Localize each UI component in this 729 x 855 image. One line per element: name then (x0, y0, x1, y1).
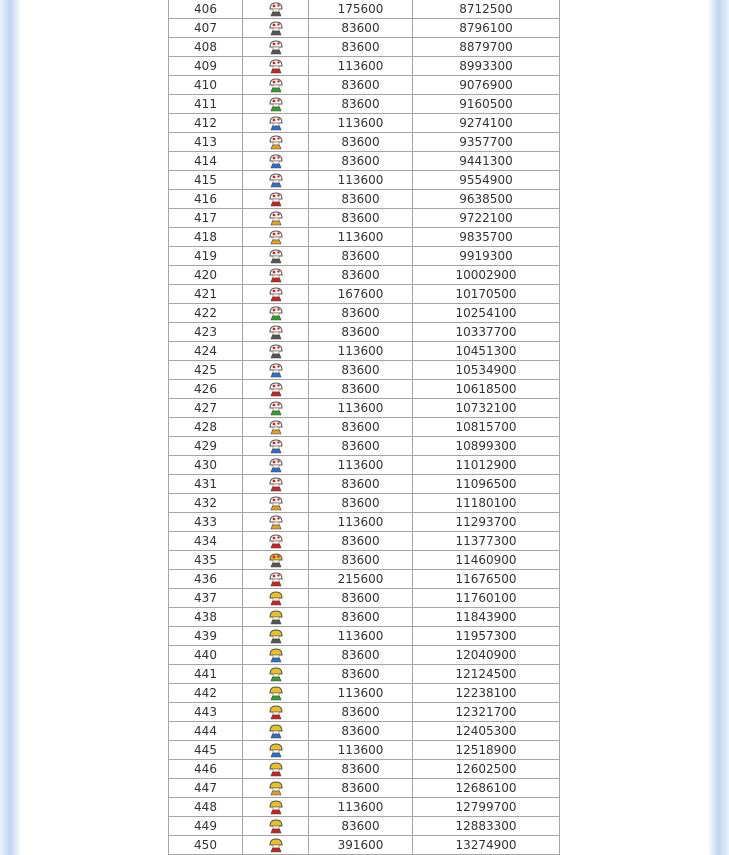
exp-cell: 83600 (309, 608, 413, 627)
icon-cell (243, 608, 309, 627)
exp-cell: 83600 (309, 380, 413, 399)
exp-cell: 83600 (309, 475, 413, 494)
icon-cell (243, 456, 309, 475)
level-cell: 431 (169, 475, 243, 494)
mushroom-icon (268, 571, 284, 587)
mushroom-icon (268, 210, 284, 226)
level-cell: 437 (169, 589, 243, 608)
exp-cell: 83600 (309, 133, 413, 152)
level-cell: 408 (169, 38, 243, 57)
total-exp-cell: 13274900 (413, 836, 560, 855)
level-cell: 413 (169, 133, 243, 152)
mushroom-icon (268, 267, 284, 283)
mushroom-icon (268, 248, 284, 264)
level-cell: 449 (169, 817, 243, 836)
mushroom-icon (268, 229, 284, 245)
table-row (169, 76, 560, 95)
mushroom-icon (268, 818, 284, 834)
mushroom-icon (268, 476, 284, 492)
exp-cell: 83600 (309, 779, 413, 798)
total-exp-cell: 9357700 (413, 133, 560, 152)
exp-cell: 83600 (309, 95, 413, 114)
exp-cell: 83600 (309, 247, 413, 266)
mushroom-icon (268, 514, 284, 530)
table-row (169, 589, 560, 608)
total-exp-cell: 10170500 (413, 285, 560, 304)
level-cell: 424 (169, 342, 243, 361)
exp-cell: 83600 (309, 152, 413, 171)
mushroom-icon (268, 153, 284, 169)
total-exp-cell: 11760100 (413, 589, 560, 608)
level-cell: 423 (169, 323, 243, 342)
total-exp-cell: 10815700 (413, 418, 560, 437)
icon-cell (243, 380, 309, 399)
table-row (169, 209, 560, 228)
content-area (20, 0, 709, 855)
total-exp-cell: 12124500 (413, 665, 560, 684)
table-row (169, 323, 560, 342)
exp-cell: 83600 (309, 323, 413, 342)
mushroom-icon (268, 552, 284, 568)
mushroom-icon (268, 77, 284, 93)
exp-cell: 83600 (309, 817, 413, 836)
total-exp-cell: 11460900 (413, 551, 560, 570)
table-row (169, 703, 560, 722)
table-row (169, 570, 560, 589)
level-cell: 427 (169, 399, 243, 418)
level-cell: 434 (169, 532, 243, 551)
table-row (169, 475, 560, 494)
level-cell: 409 (169, 57, 243, 76)
total-exp-cell: 9722100 (413, 209, 560, 228)
table-row (169, 304, 560, 323)
left-border-frame (0, 0, 20, 855)
icon-cell (243, 228, 309, 247)
icon-cell (243, 323, 309, 342)
level-cell: 426 (169, 380, 243, 399)
exp-cell: 83600 (309, 722, 413, 741)
level-cell: 421 (169, 285, 243, 304)
total-exp-cell: 12686100 (413, 779, 560, 798)
level-cell: 417 (169, 209, 243, 228)
icon-cell (243, 570, 309, 589)
mushroom-icon (268, 495, 284, 511)
icon-cell (243, 190, 309, 209)
total-exp-cell: 9076900 (413, 76, 560, 95)
mushroom-icon (268, 457, 284, 473)
total-exp-cell: 10254100 (413, 304, 560, 323)
level-cell: 432 (169, 494, 243, 513)
exp-cell: 83600 (309, 494, 413, 513)
level-cell: 447 (169, 779, 243, 798)
table-row (169, 0, 560, 19)
icon-cell (243, 19, 309, 38)
table-row (169, 836, 560, 855)
mushroom-icon (268, 628, 284, 644)
table-row (169, 114, 560, 133)
mushroom-icon (268, 533, 284, 549)
icon-cell (243, 114, 309, 133)
exp-cell: 113600 (309, 513, 413, 532)
table-row (169, 152, 560, 171)
level-table-body (169, 0, 560, 855)
exp-cell: 215600 (309, 570, 413, 589)
icon-cell (243, 665, 309, 684)
exp-cell: 83600 (309, 38, 413, 57)
total-exp-cell: 8796100 (413, 19, 560, 38)
total-exp-cell: 12799700 (413, 798, 560, 817)
total-exp-cell: 11293700 (413, 513, 560, 532)
level-cell: 439 (169, 627, 243, 646)
icon-cell (243, 418, 309, 437)
mushroom-icon (268, 590, 284, 606)
table-row (169, 779, 560, 798)
exp-cell: 113600 (309, 399, 413, 418)
level-cell: 406 (169, 0, 243, 19)
total-exp-cell: 10618500 (413, 380, 560, 399)
exp-cell: 83600 (309, 532, 413, 551)
icon-cell (243, 475, 309, 494)
icon-cell (243, 779, 309, 798)
icon-cell (243, 76, 309, 95)
total-exp-cell: 10534900 (413, 361, 560, 380)
total-exp-cell: 10451300 (413, 342, 560, 361)
level-cell: 425 (169, 361, 243, 380)
total-exp-cell: 12602500 (413, 760, 560, 779)
mushroom-icon (268, 172, 284, 188)
table-row (169, 171, 560, 190)
table-row (169, 817, 560, 836)
level-cell: 440 (169, 646, 243, 665)
mushroom-icon (268, 191, 284, 207)
table-row (169, 399, 560, 418)
table-row (169, 418, 560, 437)
mushroom-icon (268, 20, 284, 36)
table-row (169, 646, 560, 665)
level-cell: 410 (169, 76, 243, 95)
total-exp-cell: 9274100 (413, 114, 560, 133)
total-exp-cell: 11676500 (413, 570, 560, 589)
icon-cell (243, 494, 309, 513)
level-cell: 416 (169, 190, 243, 209)
table-row (169, 513, 560, 532)
exp-cell: 83600 (309, 190, 413, 209)
table-row (169, 228, 560, 247)
mushroom-icon (268, 799, 284, 815)
exp-cell: 113600 (309, 684, 413, 703)
total-exp-cell: 11012900 (413, 456, 560, 475)
level-cell: 441 (169, 665, 243, 684)
table-row (169, 38, 560, 57)
level-cell: 436 (169, 570, 243, 589)
icon-cell (243, 38, 309, 57)
icon-cell (243, 247, 309, 266)
level-cell: 411 (169, 95, 243, 114)
level-cell: 422 (169, 304, 243, 323)
level-cell: 430 (169, 456, 243, 475)
icon-cell (243, 285, 309, 304)
right-border-frame (709, 0, 729, 855)
table-row (169, 57, 560, 76)
mushroom-icon (268, 742, 284, 758)
table-row (169, 532, 560, 551)
icon-cell (243, 152, 309, 171)
icon-cell (243, 266, 309, 285)
level-cell: 445 (169, 741, 243, 760)
icon-cell (243, 361, 309, 380)
level-cell: 433 (169, 513, 243, 532)
icon-cell (243, 703, 309, 722)
total-exp-cell: 10337700 (413, 323, 560, 342)
exp-cell: 83600 (309, 76, 413, 95)
total-exp-cell: 12518900 (413, 741, 560, 760)
table-row (169, 380, 560, 399)
icon-cell (243, 57, 309, 76)
icon-cell (243, 209, 309, 228)
level-cell: 419 (169, 247, 243, 266)
exp-cell: 113600 (309, 741, 413, 760)
icon-cell (243, 722, 309, 741)
total-exp-cell: 9638500 (413, 190, 560, 209)
exp-cell: 83600 (309, 19, 413, 38)
total-exp-cell: 9919300 (413, 247, 560, 266)
mushroom-icon (268, 96, 284, 112)
total-exp-cell: 8712500 (413, 0, 560, 19)
icon-cell (243, 817, 309, 836)
icon-cell (243, 437, 309, 456)
icon-cell (243, 627, 309, 646)
mushroom-icon (268, 837, 284, 853)
table-row (169, 684, 560, 703)
level-cell: 450 (169, 836, 243, 855)
mushroom-icon (268, 286, 284, 302)
total-exp-cell: 12883300 (413, 817, 560, 836)
exp-cell: 175600 (309, 0, 413, 19)
mushroom-icon (268, 685, 284, 701)
icon-cell (243, 0, 309, 19)
level-cell: 407 (169, 19, 243, 38)
table-row (169, 342, 560, 361)
level-cell: 415 (169, 171, 243, 190)
mushroom-icon (268, 305, 284, 321)
exp-cell: 391600 (309, 836, 413, 855)
exp-cell: 83600 (309, 703, 413, 722)
icon-cell (243, 646, 309, 665)
mushroom-icon (268, 438, 284, 454)
level-cell: 438 (169, 608, 243, 627)
exp-cell: 83600 (309, 361, 413, 380)
exp-cell: 83600 (309, 760, 413, 779)
exp-cell: 83600 (309, 418, 413, 437)
total-exp-cell: 12405300 (413, 722, 560, 741)
level-cell: 435 (169, 551, 243, 570)
total-exp-cell: 8993300 (413, 57, 560, 76)
mushroom-icon (268, 343, 284, 359)
mushroom-icon (268, 1, 284, 17)
exp-cell: 113600 (309, 456, 413, 475)
table-row (169, 741, 560, 760)
level-cell: 428 (169, 418, 243, 437)
table-row (169, 361, 560, 380)
icon-cell (243, 304, 309, 323)
icon-cell (243, 399, 309, 418)
table-row (169, 798, 560, 817)
table-row (169, 760, 560, 779)
total-exp-cell: 11096500 (413, 475, 560, 494)
table-row (169, 456, 560, 475)
total-exp-cell: 8879700 (413, 38, 560, 57)
icon-cell (243, 589, 309, 608)
mushroom-icon (268, 704, 284, 720)
level-cell: 442 (169, 684, 243, 703)
icon-cell (243, 551, 309, 570)
exp-cell: 83600 (309, 646, 413, 665)
table-row (169, 190, 560, 209)
level-cell: 414 (169, 152, 243, 171)
total-exp-cell: 9441300 (413, 152, 560, 171)
table-row (169, 266, 560, 285)
exp-cell: 113600 (309, 57, 413, 76)
table-row (169, 665, 560, 684)
mushroom-icon (268, 381, 284, 397)
mushroom-icon (268, 666, 284, 682)
table-row (169, 494, 560, 513)
table-row (169, 551, 560, 570)
exp-cell: 83600 (309, 551, 413, 570)
mushroom-icon (268, 362, 284, 378)
table-row (169, 19, 560, 38)
icon-cell (243, 171, 309, 190)
level-cell: 412 (169, 114, 243, 133)
table-row (169, 722, 560, 741)
total-exp-cell: 12321700 (413, 703, 560, 722)
total-exp-cell: 11843900 (413, 608, 560, 627)
total-exp-cell: 11377300 (413, 532, 560, 551)
mushroom-icon (268, 761, 284, 777)
total-exp-cell: 9554900 (413, 171, 560, 190)
total-exp-cell: 12040900 (413, 646, 560, 665)
icon-cell (243, 532, 309, 551)
exp-cell: 167600 (309, 285, 413, 304)
level-cell: 446 (169, 760, 243, 779)
exp-cell: 113600 (309, 171, 413, 190)
total-exp-cell: 12238100 (413, 684, 560, 703)
icon-cell (243, 95, 309, 114)
table-row (169, 133, 560, 152)
mushroom-icon (268, 400, 284, 416)
mushroom-icon (268, 324, 284, 340)
exp-cell: 83600 (309, 304, 413, 323)
table-row (169, 247, 560, 266)
exp-cell: 83600 (309, 266, 413, 285)
mushroom-icon (268, 115, 284, 131)
table-row (169, 437, 560, 456)
icon-cell (243, 684, 309, 703)
mushroom-icon (268, 419, 284, 435)
mushroom-icon (268, 58, 284, 74)
icon-cell (243, 798, 309, 817)
icon-cell (243, 133, 309, 152)
table-row (169, 627, 560, 646)
exp-cell: 83600 (309, 665, 413, 684)
exp-cell: 113600 (309, 342, 413, 361)
exp-cell: 83600 (309, 589, 413, 608)
exp-cell: 83600 (309, 437, 413, 456)
level-cell: 448 (169, 798, 243, 817)
icon-cell (243, 513, 309, 532)
level-cell: 444 (169, 722, 243, 741)
mushroom-icon (268, 647, 284, 663)
level-cell: 429 (169, 437, 243, 456)
level-experience-table (168, 0, 560, 855)
exp-cell: 113600 (309, 114, 413, 133)
mushroom-icon (268, 780, 284, 796)
exp-cell: 83600 (309, 209, 413, 228)
table-row (169, 285, 560, 304)
level-cell: 443 (169, 703, 243, 722)
icon-cell (243, 342, 309, 361)
mushroom-icon (268, 723, 284, 739)
total-exp-cell: 11180100 (413, 494, 560, 513)
icon-cell (243, 760, 309, 779)
mushroom-icon (268, 39, 284, 55)
total-exp-cell: 9160500 (413, 95, 560, 114)
exp-cell: 113600 (309, 228, 413, 247)
icon-cell (243, 741, 309, 760)
mushroom-icon (268, 609, 284, 625)
total-exp-cell: 10002900 (413, 266, 560, 285)
total-exp-cell: 9835700 (413, 228, 560, 247)
mushroom-icon (268, 134, 284, 150)
exp-cell: 113600 (309, 627, 413, 646)
table-row (169, 95, 560, 114)
total-exp-cell: 11957300 (413, 627, 560, 646)
level-cell: 420 (169, 266, 243, 285)
total-exp-cell: 10732100 (413, 399, 560, 418)
icon-cell (243, 836, 309, 855)
exp-cell: 113600 (309, 798, 413, 817)
total-exp-cell: 10899300 (413, 437, 560, 456)
table-row (169, 608, 560, 627)
level-cell: 418 (169, 228, 243, 247)
